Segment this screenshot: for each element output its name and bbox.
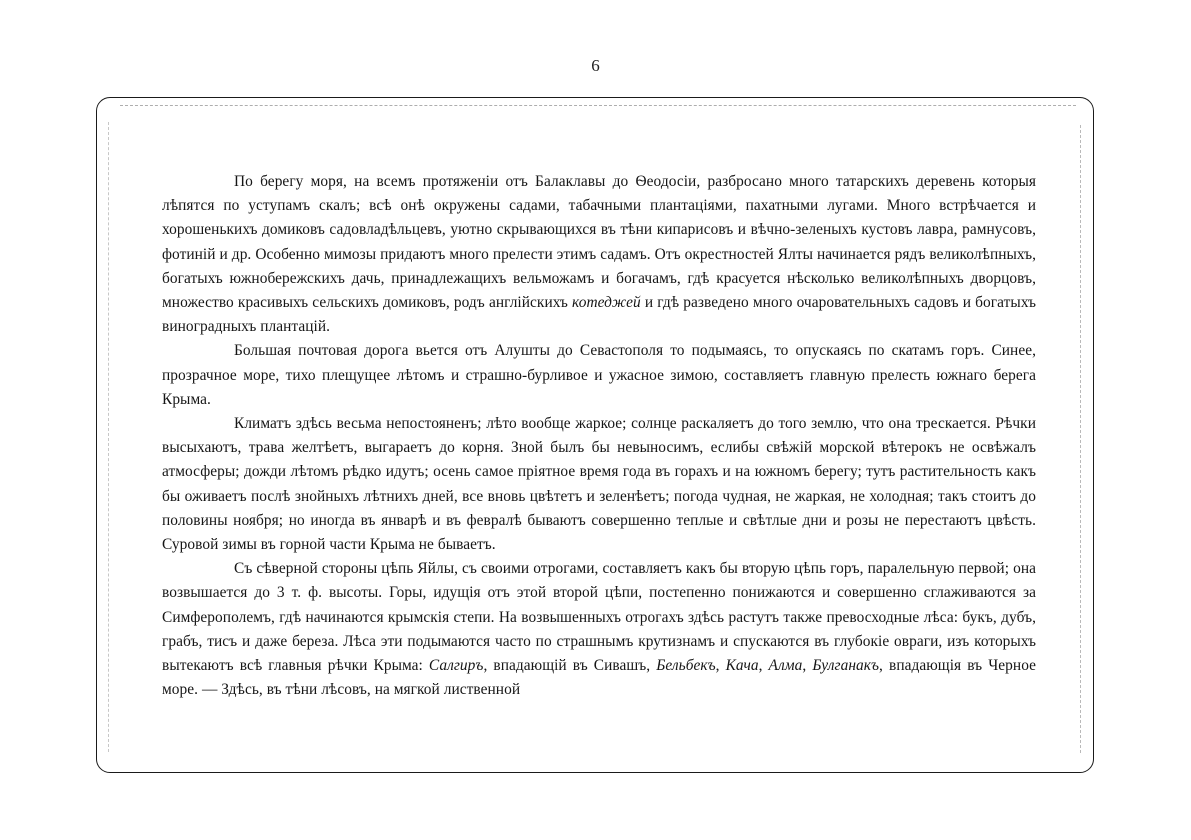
text-run: , впадающія въ Черное море. — Здѣсь, въ тѣни лѣсовъ, на мягкой лиственной bbox=[162, 657, 1037, 699]
text-run: , bbox=[758, 657, 769, 675]
text-run: Большая почтовая дорога вьется отъ Алушты до Севастополя то подымаясь, то опускаясь по скатамъ горъ. Синее, прозрачное море, тихо плещущее лѣтомъ и страшно-бурливое и ужасное зимою, составляетъ главную прелесть южнаго берега Крыма. bbox=[162, 342, 1036, 408]
body-text bbox=[162, 170, 1036, 702]
frame-dashed-rule-left bbox=[108, 122, 109, 752]
italic-term: Кача bbox=[725, 657, 759, 675]
page-number: 6 bbox=[591, 56, 600, 75]
frame-dashed-rule-top bbox=[120, 105, 1076, 106]
italic-term: Булганакъ bbox=[812, 657, 880, 675]
italic-term: котеджей bbox=[572, 294, 641, 312]
text-run: По берегу моря, на всемъ протяженіи отъ Балаклавы до Ѳеодосіи, разбросано много татарскихъ деревень которыя лѣпятся по уступамъ скалъ; всѣ онѣ окружены садами, табачными плантаціями, пахатными лугами. Много встрѣчается и хорошенькихъ домиковъ садовладѣльцевъ, уютно скрывающихся въ тѣни кипарисовъ и вѣчно-зеленыхъ кустовъ лавра, рамнусовъ, фотиній и др. Особенно мимозы придаютъ много прелести этимъ садамъ. Отъ окрестностей Ялты начинается рядъ великолѣпныхъ, богатыхъ южнобережскихъ дачь, принадлежащихъ вельможамъ и богачамъ, гдѣ красуется нѣсколько великолѣпныхъ дворцовъ, множество красивыхъ сельскихъ домиковъ, родъ англійскихъ bbox=[162, 173, 1036, 312]
paragraph-2 bbox=[162, 339, 1036, 412]
text-run: , bbox=[802, 657, 813, 675]
text-run: , впадающій въ Сивашъ, bbox=[483, 657, 657, 675]
italic-term: Алма bbox=[768, 657, 803, 675]
paragraph-4 bbox=[162, 557, 1036, 702]
italic-term: Салгиръ bbox=[428, 657, 484, 675]
italic-term: Бельбекъ bbox=[656, 657, 716, 675]
text-run: Климатъ здѣсь весьма непостояненъ; лѣто вообще жаркое; солнце раскаляетъ до того землю, что она трескается. Рѣчки высыхаютъ, трава желтѣетъ, выгараетъ до корня. Зной былъ бы невыносимъ, еслибы свѣжій морской вѣтерокъ не освѣжалъ атмосферы; дожди лѣтомъ рѣдко идутъ; осень самое пріятное время года въ горахъ и на южномъ берегу; тутъ растительность какъ бы оживаетъ послѣ знойныхъ лѣтнихъ дней, все вновь цвѣтетъ и зеленѣетъ; погода чудная, не жаркая, не холодная; такъ стоитъ до половины ноября; но иногда въ январѣ и въ февралѣ бываютъ совершенно теплые и свѣтлые дни и розы не перестаютъ цвѣсть. Суровой зимы въ горной части Крыма не бываетъ. bbox=[162, 415, 1036, 554]
paragraph-3 bbox=[162, 412, 1036, 557]
text-run: , bbox=[715, 657, 726, 675]
text-run: Съ сѣверной стороны цѣпь Яйлы, съ своими отрогами, составляетъ какъ бы вторую цѣпь горъ, паралельную первой; она возвышается до 3 т. ф. высоты. Горы, идущія отъ этой второй цѣпи, постепенно понижаются и совершенно сглаживаются за Симферополемъ, гдѣ начинаются крымскія степи. На возвышенныхъ отрогахъ здѣсь растутъ также превосходные лѣса: букъ, дубъ, грабъ, тисъ и даже береза. Лѣса эти подымаются часто по страшнымъ крутизнамъ и спускаются въ глубокіе овраги, изъ которыхъ вытекаютъ всѣ главныя рѣчки Крыма: bbox=[162, 560, 1036, 675]
text-run: и гдѣ разведено много очаровательныхъ садовъ и богатыхъ виноградныхъ плантацій. bbox=[162, 294, 1036, 336]
paragraph-1 bbox=[162, 170, 1036, 339]
frame-dashed-rule-right bbox=[1080, 125, 1081, 753]
